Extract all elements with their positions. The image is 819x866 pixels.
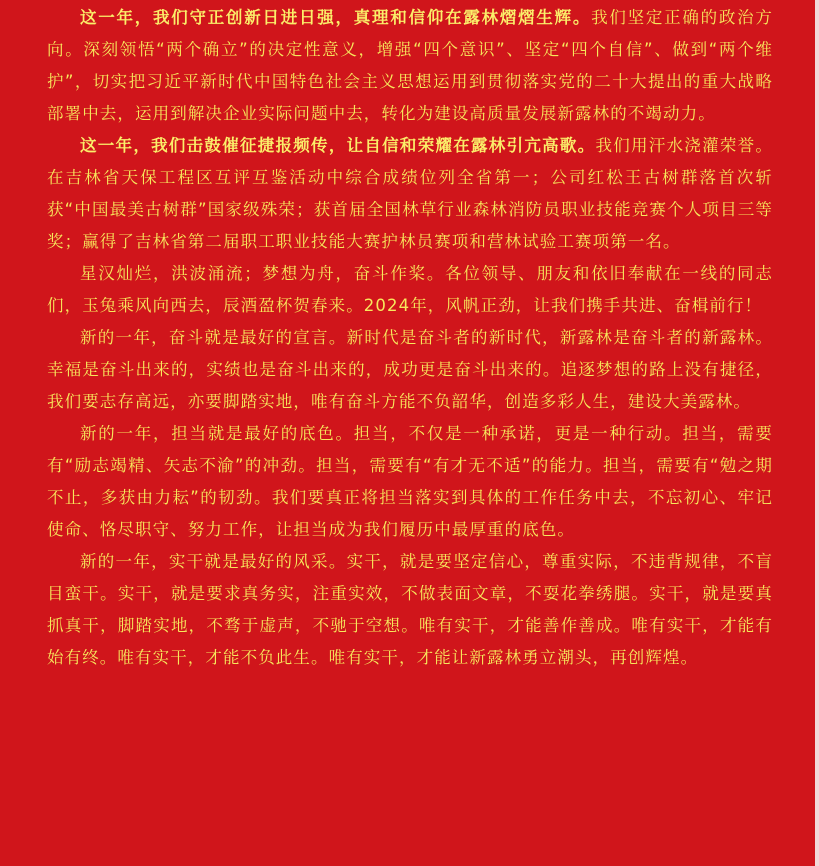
paragraph-1 [47, 2, 773, 130]
paragraph-2-lead: 这一年，我们击鼓催征捷报频传，让自信和荣耀在露林引亢高歌。 [80, 136, 596, 155]
article-body [47, 2, 773, 674]
paragraph-3-text: 星汉灿烂，洪波涌流；梦想为舟，奋斗作桨。各位领导、朋友和依旧奉献在一线的同志们，玉兔乘风向西去，辰酒盈杯贺春来。2024年，风帆正劲，让我们携手共进、奋楫前行！ [47, 264, 773, 315]
paragraph-6 [47, 546, 773, 674]
paragraph-6-text: 新的一年，实干就是最好的风采。实干，就是要坚定信心，尊重实际，不违背规律，不盲目蛮干。实干，就是要求真务实，注重实效，不做表面文章，不耍花拳绣腿。实干，就是要真抓真干，脚踏实地，不骛于虚声，不驰于空想。唯有实干，才能善作善成。唯有实干，才能有始有终。唯有实干，才能不负此生。唯有实干，才能让新露林勇立潮头，再创辉煌。 [47, 552, 773, 667]
paragraph-2-text: 我们用汗水浇灌荣誉。在吉林省天保工程区互评互鉴活动中综合成绩位列全省第一；公司红松王古树群落首次斩获“中国最美古树群”国家级殊荣；获首届全国林草行业森林消防员职业技能竞赛个人项目三等奖；赢得了吉林省第二届职工职业技能大赛护林员赛项和营林试验工赛项第一名。 [47, 136, 773, 251]
paragraph-4 [47, 322, 773, 418]
paragraph-5 [47, 418, 773, 546]
paragraph-4-text: 新的一年，奋斗就是最好的宣言。新时代是奋斗者的新时代，新露林是奋斗者的新露林。幸福是奋斗出来的，实绩也是奋斗出来的，成功更是奋斗出来的。追逐梦想的路上没有捷径，我们要志存高远，亦要脚踏实地，唯有奋斗方能不负韶华，创造多彩人生，建设大美露林。 [47, 328, 773, 411]
paragraph-2 [47, 130, 773, 258]
paragraph-1-text: 我们坚定正确的政治方向。深刻领悟“两个确立”的决定性意义，增强“四个意识”、坚定“四个自信”、做到“两个维护”，切实把习近平新时代中国特色社会主义思想运用到贯彻落实党的二十大提出的重大战略部署中去，运用到解决企业实际问题中去，转化为建设高质量发展新露林的不竭动力。 [47, 8, 773, 123]
paragraph-1-lead: 这一年，我们守正创新日进日强，真理和信仰在露林熠熠生辉。 [80, 8, 592, 27]
paragraph-5-text: 新的一年，担当就是最好的底色。担当，不仅是一种承诺，更是一种行动。担当，需要有“励志竭精、矢志不渝”的冲劲。担当，需要有“有才无不适”的能力。担当，需要有“勉之期不止，多获由力耘”的韧劲。我们要真正将担当落实到具体的工作任务中去，不忘初心、牢记使命、恪尽职守、努力工作，让担当成为我们履历中最厚重的底色。 [47, 424, 773, 539]
paragraph-3 [47, 258, 773, 322]
